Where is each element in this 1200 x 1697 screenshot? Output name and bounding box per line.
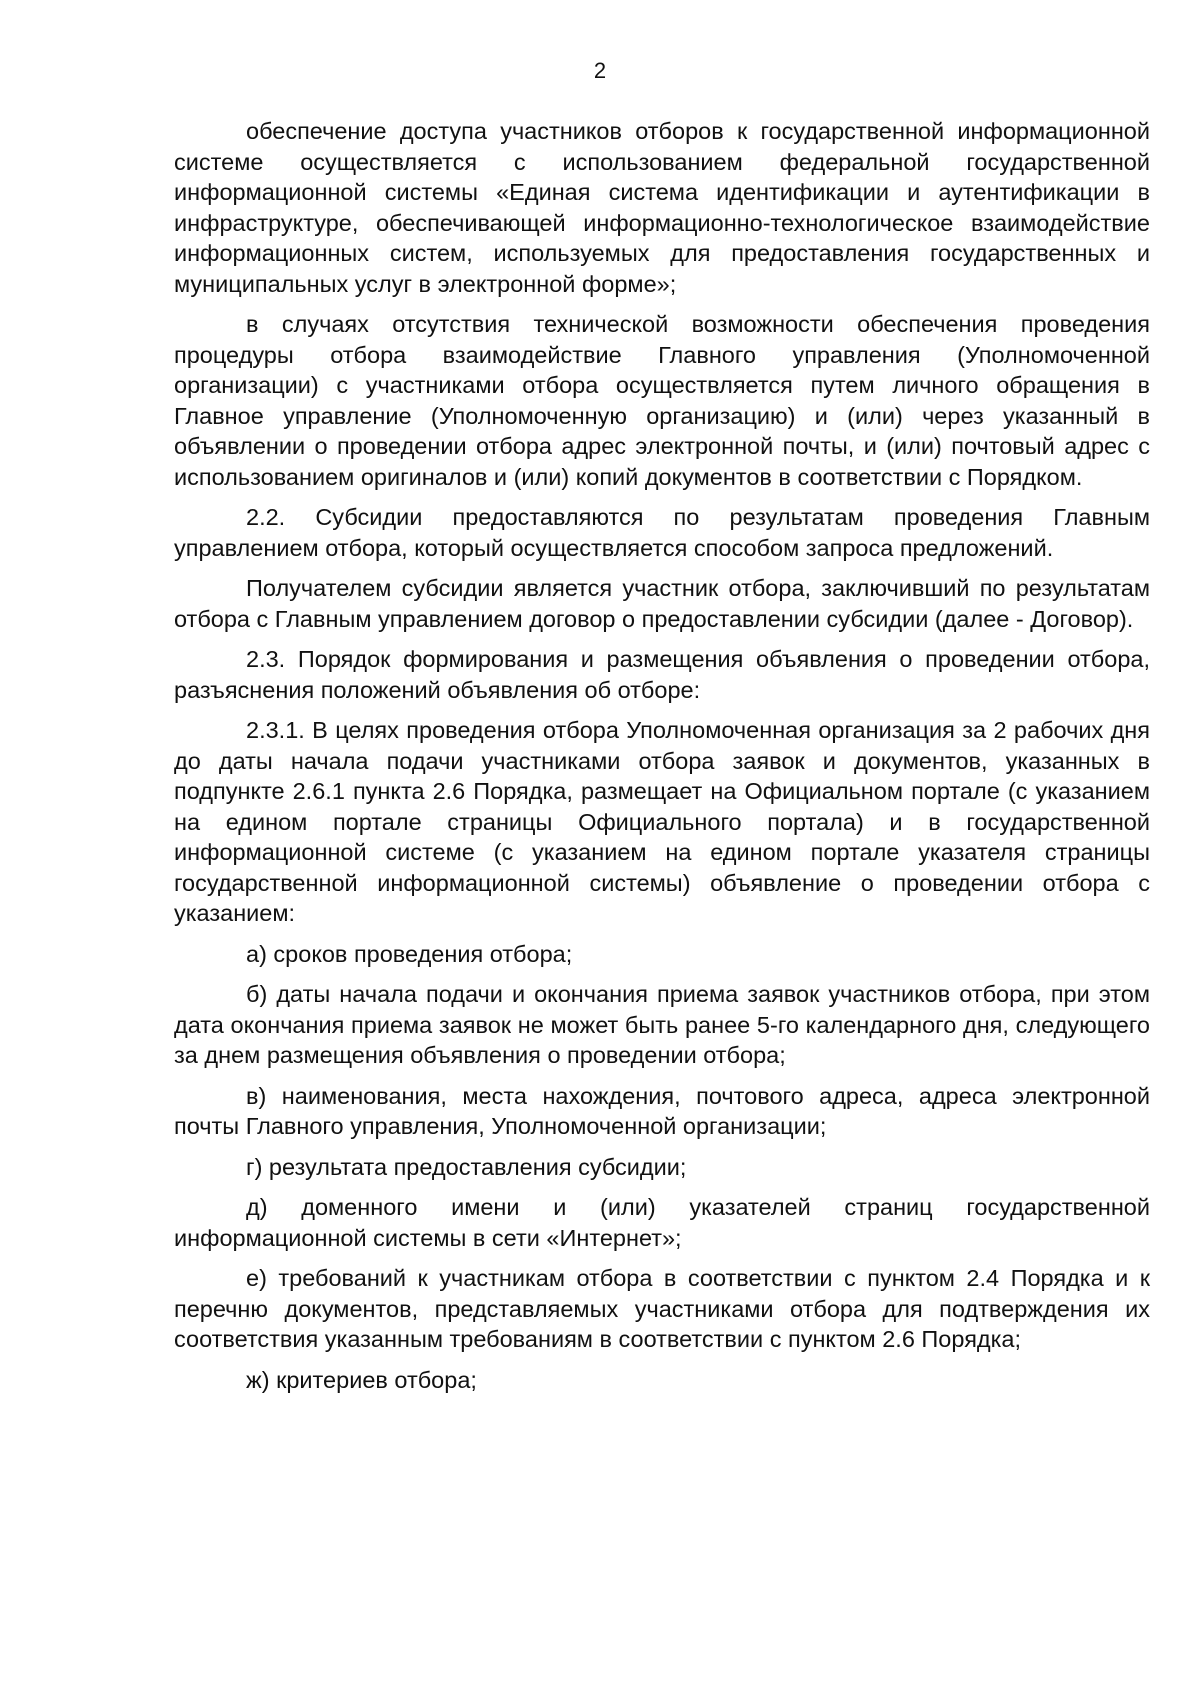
list-item-e: е) требований к участникам отбора в соответствии с пунктом 2.4 Порядка и к перечню документов, представляемых участниками отбора для подтверждения их соответствия указанным требованиям в соответствии с пунктом 2.6 Порядка; — [174, 1265, 1150, 1352]
list-item-g: г) результата предоставления субсидии; — [246, 1153, 687, 1180]
paragraph-2-3-1: 2.3.1. В целях проведения отбора Уполномоченная организация за 2 рабочих дня до даты начала подачи участниками отбора заявок и документов, указанных в подпункте 2.6.1 пункта 2.6 Порядка, размещает на Официальном портале (с указанием на едином портале страницы Официального портала) и в государственной информационной системе (с указанием на едином портале указателя страницы государственной информационной системы) объявление о проведении отбора с указанием: — [174, 717, 1150, 926]
document-body — [174, 116, 1150, 1405]
paragraph-2-3: 2.3. Порядок формирования и размещения объявления о проведении отбора, разъяснения положений объявления об отборе: — [174, 646, 1150, 703]
list-item-b: б) даты начала подачи и окончания приема заявок участников отбора, при этом дата окончания приема заявок не может быть ранее 5-го календарного дня, следующего за днем размещения объявления о проведении отбора; — [174, 981, 1150, 1068]
list-item-v: в) наименования, места нахождения, почтового адреса, адреса электронной почты Главного управления, Уполномоченной организации; — [174, 1082, 1150, 1139]
paragraph-no-technical-possibility: в случаях отсутствия технической возможности обеспечения проведения процедуры отбора взаимодействие Главного управления (Уполномоченной организации) с участниками отбора осуществляется путем личного обращения в Главное управление (Уполномоченную организацию) и (или) через указанный в объявлении о проведении отбора адрес электронной почты, и (или) почтовый адрес с использованием оригиналов и (или) копий документов в соответствии с Порядком. — [174, 311, 1150, 490]
list-item-zh: ж) критериев отбора; — [246, 1366, 477, 1393]
paragraph-esia-access: обеспечение доступа участников отборов к государственной информационной системе осуществляется с использованием федеральной государственной информационной системы «Единая система идентификации и аутентификации в инфраструктуре, обеспечивающей информационно-технологическое взаимодействие информационных систем, используемых для предоставления государственных и муниципальных услуг в электронной форме»; — [174, 118, 1150, 297]
paragraph-subsidy-recipient: Получателем субсидии является участник отбора, заключивший по результатам отбора с Главным управлением договор о предоставлении субсидии (далее - Договор). — [174, 575, 1150, 632]
list-item-d: д) доменного имени и (или) указателей страниц государственной информационной системы в сети «Интернет»; — [174, 1194, 1150, 1251]
paragraph-2-2: 2.2. Субсидии предоставляются по результатам проведения Главным управлением отбора, который осуществляется способом запроса предложений. — [174, 504, 1150, 561]
page-number: 2 — [593, 58, 607, 83]
list-item-a: а) сроков проведения отбора; — [246, 940, 573, 967]
